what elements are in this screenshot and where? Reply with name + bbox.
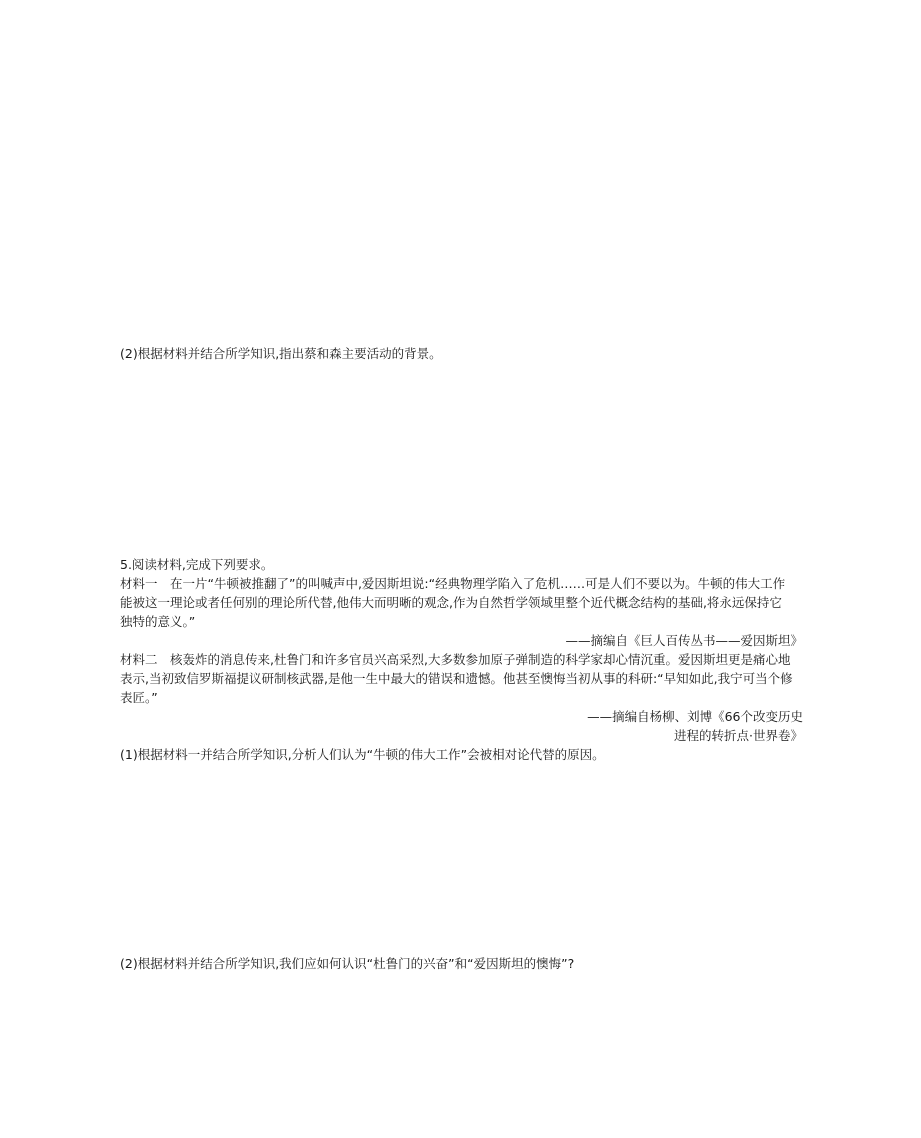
material-1-line-1: 材料一 在一片“牛顿被推翻了”的叫喊声中,爱因斯坦说:“经典物理学陷入了危机……可是人们不要以为。牛顿的伟大工作 (120, 576, 786, 591)
material-1-line-3: 独特的意义。” (120, 614, 196, 629)
material-2-line-3: 表匠。” (120, 690, 158, 705)
material-2-citation-line-2: 进程的转折点·世界卷》 (674, 728, 803, 743)
question-5-part-1: (1)根据材料一并结合所学知识,分析人们认为“牛顿的伟大工作”会被相对论代替的原因。 (120, 747, 605, 762)
question-5-part-2: (2)根据材料并结合所学知识,我们应如何认识“杜鲁门的兴奋”和“爱因斯坦的懊悔”? (120, 956, 575, 971)
question-4-part-2: (2)根据材料并结合所学知识,指出蔡和森主要活动的背景。 (120, 346, 442, 361)
question-5-heading: 5.阅读材料,完成下列要求。 (120, 557, 274, 572)
material-2-line-2: 表示,当初致信罗斯福提议研制核武器,是他一生中最大的错误和遗憾。他甚至懊悔当初从事的科研:“早知如此,我宁可当个修 (120, 671, 793, 686)
material-1-line-2: 能被这一理论或者任何别的理论所代替,他伟大而明晰的观念,作为自然哲学领域里整个近代概念结构的基础,将永远保持它 (120, 595, 782, 610)
material-2-line-1: 材料二 核轰炸的消息传来,杜鲁门和许多官员兴高采烈,大多数参加原子弹制造的科学家却心情沉重。爱因斯坦更是痛心地 (120, 652, 791, 667)
material-1-citation: ——摘编自《巨人百传丛书——爱因斯坦》 (565, 633, 803, 648)
material-2-citation-line-1: ——摘编自杨柳、刘博《66个改变历史 (587, 709, 803, 724)
